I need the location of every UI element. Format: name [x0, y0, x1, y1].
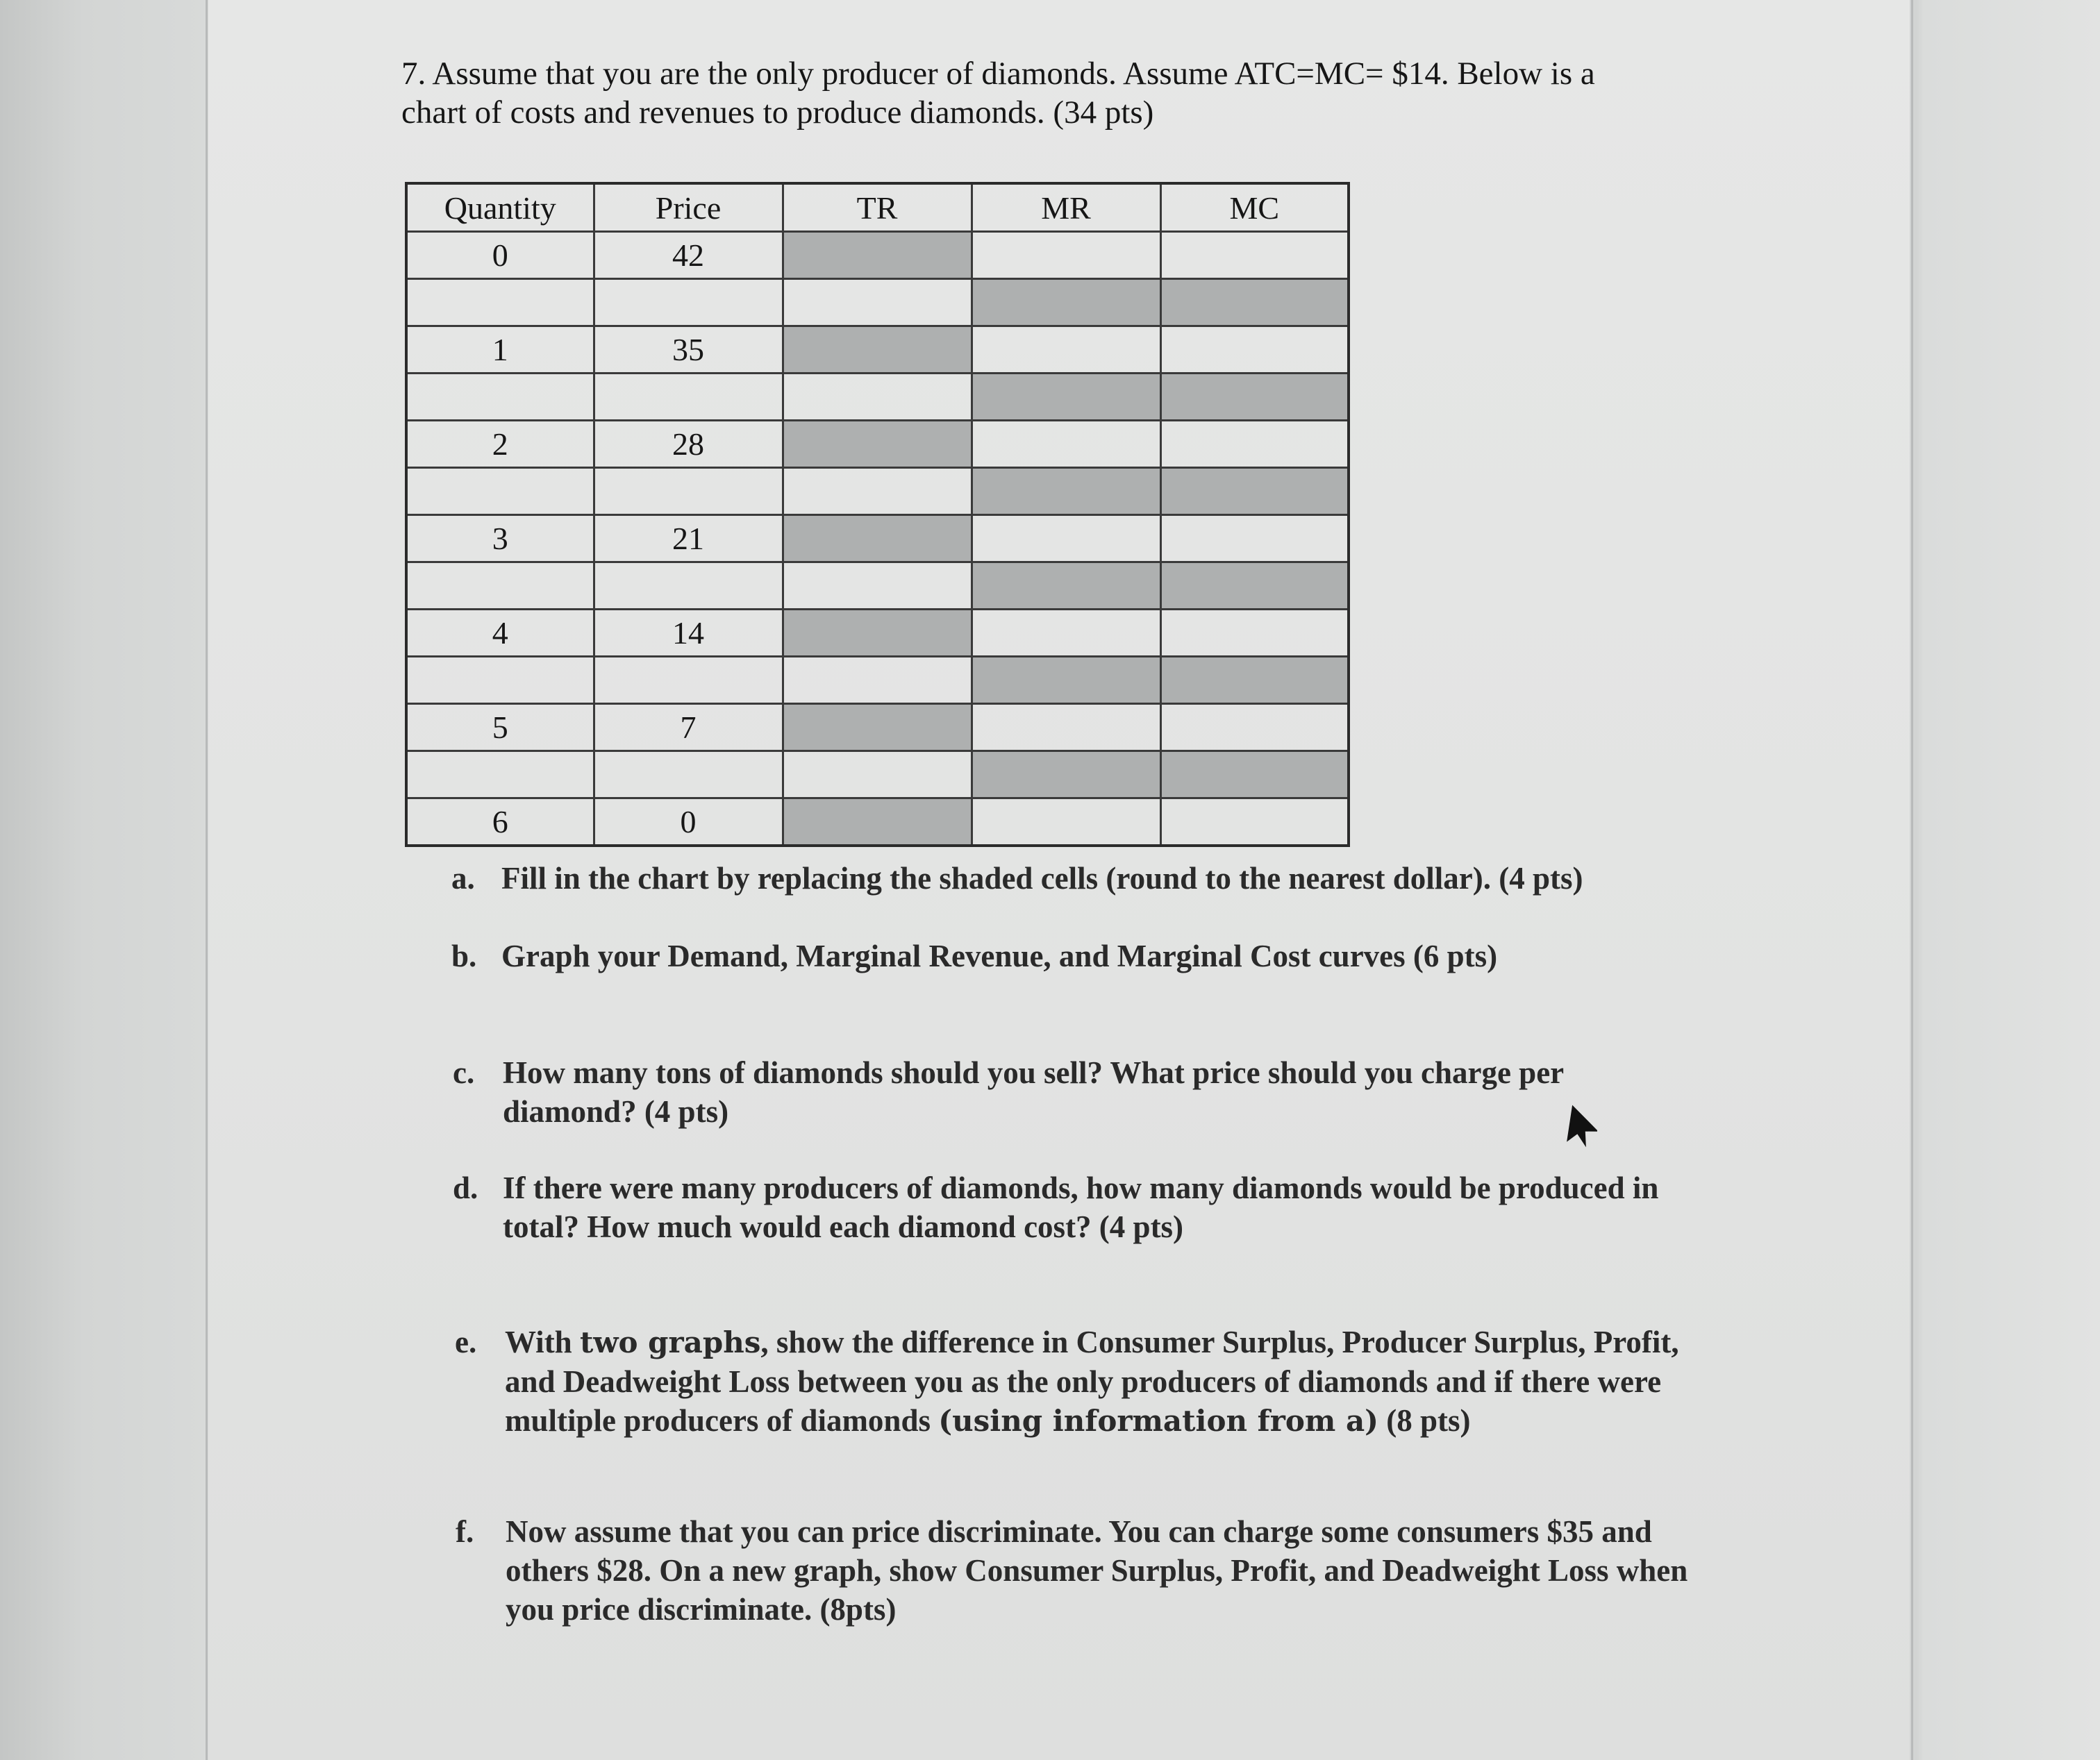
price-cell	[594, 657, 783, 704]
question-letter: f.	[456, 1514, 474, 1549]
table-row	[406, 798, 1349, 846]
header-tr: TR	[783, 183, 972, 232]
mr-shaded-cell[interactable]	[972, 279, 1160, 326]
mc-cell	[1160, 421, 1349, 468]
mr-cell	[972, 515, 1160, 562]
question-text-line-1-b: , show the difference in Consumer Surplus, Producer Surplus, Profit,	[760, 1325, 1679, 1359]
question-e	[455, 1323, 1720, 1441]
question-text-line-1: Now assume that you can price discriminate. You can charge some consumers $35 and	[506, 1514, 1652, 1549]
price-cell: 42	[594, 232, 783, 279]
question-text-line-1: If there were many producers of diamonds, how many diamonds would be produced in	[503, 1171, 1659, 1205]
quantity-cell: 6	[406, 798, 594, 846]
table-row	[406, 326, 1349, 374]
quantity-cell: 1	[406, 326, 594, 374]
mc-cell	[1160, 232, 1349, 279]
problem-line-2: chart of costs and revenues to produce diamonds. (34 pts)	[401, 94, 1154, 131]
problem-line-1: 7. Assume that you are the only producer of diamonds. Assume ATC=MC= $14. Below is a	[401, 56, 1595, 92]
question-text-line-1: How many tons of diamonds should you sell? What price should you charge per	[503, 1055, 1565, 1090]
cost-revenue-table	[405, 182, 1350, 847]
quantity-cell: 5	[406, 704, 594, 751]
price-cell	[594, 279, 783, 326]
table-row	[406, 374, 1349, 421]
mr-cell	[972, 704, 1160, 751]
table-row	[406, 751, 1349, 798]
question-text-line-2: and Deadweight Loss between you as the only producers of diamonds and if there were	[505, 1364, 1662, 1399]
price-cell	[594, 468, 783, 515]
quantity-cell: 0	[406, 232, 594, 279]
tr-shaded-cell[interactable]	[783, 515, 972, 562]
question-b	[451, 937, 1682, 975]
question-text-line-3-b: (8 pts)	[1378, 1403, 1471, 1438]
tr-shaded-cell[interactable]	[783, 421, 972, 468]
question-letter: d.	[453, 1171, 478, 1205]
question-text-line-2: others $28. On a new graph, show Consumer Surplus, Profit, and Deadweight Loss when	[506, 1553, 1688, 1588]
tr-cell	[783, 374, 972, 421]
question-text-line-3-a: multiple producers of diamonds	[505, 1403, 939, 1438]
question-letter: e.	[455, 1325, 477, 1359]
header-mr: MR	[972, 183, 1160, 232]
mc-cell	[1160, 326, 1349, 374]
question-c	[453, 1053, 1683, 1131]
question-text-line-3-bold: (using information from a)	[938, 1404, 1379, 1438]
price-cell: 28	[594, 421, 783, 468]
tr-shaded-cell[interactable]	[783, 704, 972, 751]
table-row	[406, 657, 1349, 704]
mr-shaded-cell[interactable]	[972, 657, 1160, 704]
question-text: Graph your Demand, Marginal Revenue, and Marginal Cost curves (6 pts)	[501, 939, 1498, 973]
tr-cell	[783, 562, 972, 610]
table-row	[406, 704, 1349, 751]
mc-cell	[1160, 515, 1349, 562]
left-edge-shadow	[206, 0, 208, 1760]
question-letter: c.	[453, 1055, 475, 1090]
tr-cell	[783, 751, 972, 798]
header-price: Price	[594, 183, 783, 232]
mc-shaded-cell[interactable]	[1160, 657, 1349, 704]
mr-cell	[972, 421, 1160, 468]
mc-cell	[1160, 610, 1349, 657]
tr-shaded-cell[interactable]	[783, 326, 972, 374]
mc-shaded-cell[interactable]	[1160, 468, 1349, 515]
header-quantity: Quantity	[406, 183, 594, 232]
quantity-cell	[406, 374, 594, 421]
quantity-cell	[406, 468, 594, 515]
mc-cell	[1160, 798, 1349, 846]
tr-cell	[783, 657, 972, 704]
question-text: Fill in the chart by replacing the shaded cells (round to the nearest dollar). (4 pts)	[501, 861, 1583, 896]
price-cell	[594, 374, 783, 421]
quantity-cell: 4	[406, 610, 594, 657]
quantity-cell	[406, 279, 594, 326]
question-text-line-3: you price discriminate. (8pts)	[506, 1592, 897, 1627]
mouse-pointer-icon	[1558, 1103, 1597, 1150]
mc-shaded-cell[interactable]	[1160, 751, 1349, 798]
question-letter: b.	[451, 939, 477, 973]
quantity-cell	[406, 562, 594, 610]
quantity-cell	[406, 657, 594, 704]
question-text-line-2: total? How much would each diamond cost? (4 pts)	[503, 1209, 1184, 1244]
question-f	[456, 1512, 1728, 1629]
question-letter: a.	[451, 861, 475, 896]
question-a	[451, 859, 1682, 898]
table-row	[406, 468, 1349, 515]
table-row	[406, 279, 1349, 326]
mr-shaded-cell[interactable]	[972, 751, 1160, 798]
quantity-cell: 2	[406, 421, 594, 468]
tr-shaded-cell[interactable]	[783, 798, 972, 846]
mr-cell	[972, 326, 1160, 374]
question-text-line-1-a: With	[505, 1325, 580, 1359]
mr-cell	[972, 232, 1160, 279]
price-cell	[594, 562, 783, 610]
right-edge-shadow	[1911, 0, 1913, 1760]
question-d	[453, 1168, 1718, 1246]
header-mc: MC	[1160, 183, 1349, 232]
price-cell: 7	[594, 704, 783, 751]
quantity-cell: 3	[406, 515, 594, 562]
mr-cell	[972, 798, 1160, 846]
mc-shaded-cell[interactable]	[1160, 374, 1349, 421]
price-cell: 21	[594, 515, 783, 562]
table-header-row	[406, 183, 1349, 232]
tr-shaded-cell[interactable]	[783, 610, 972, 657]
question-text-line-1-bold: two graphs	[579, 1325, 761, 1359]
mc-shaded-cell[interactable]	[1160, 279, 1349, 326]
problem-statement	[401, 54, 1742, 132]
price-cell: 14	[594, 610, 783, 657]
price-cell	[594, 751, 783, 798]
quantity-cell	[406, 751, 594, 798]
question-text-line-2: diamond? (4 pts)	[503, 1094, 729, 1129]
mr-shaded-cell[interactable]	[972, 374, 1160, 421]
mr-shaded-cell[interactable]	[972, 562, 1160, 610]
tr-cell	[783, 279, 972, 326]
price-cell: 35	[594, 326, 783, 374]
mr-shaded-cell[interactable]	[972, 468, 1160, 515]
table-row	[406, 421, 1349, 468]
price-cell: 0	[594, 798, 783, 846]
mc-cell	[1160, 704, 1349, 751]
table-row	[406, 232, 1349, 279]
mc-shaded-cell[interactable]	[1160, 562, 1349, 610]
table-row	[406, 515, 1349, 562]
table-row	[406, 562, 1349, 610]
mr-cell	[972, 610, 1160, 657]
tr-cell	[783, 468, 972, 515]
tr-shaded-cell[interactable]	[783, 232, 972, 279]
table-row	[406, 610, 1349, 657]
